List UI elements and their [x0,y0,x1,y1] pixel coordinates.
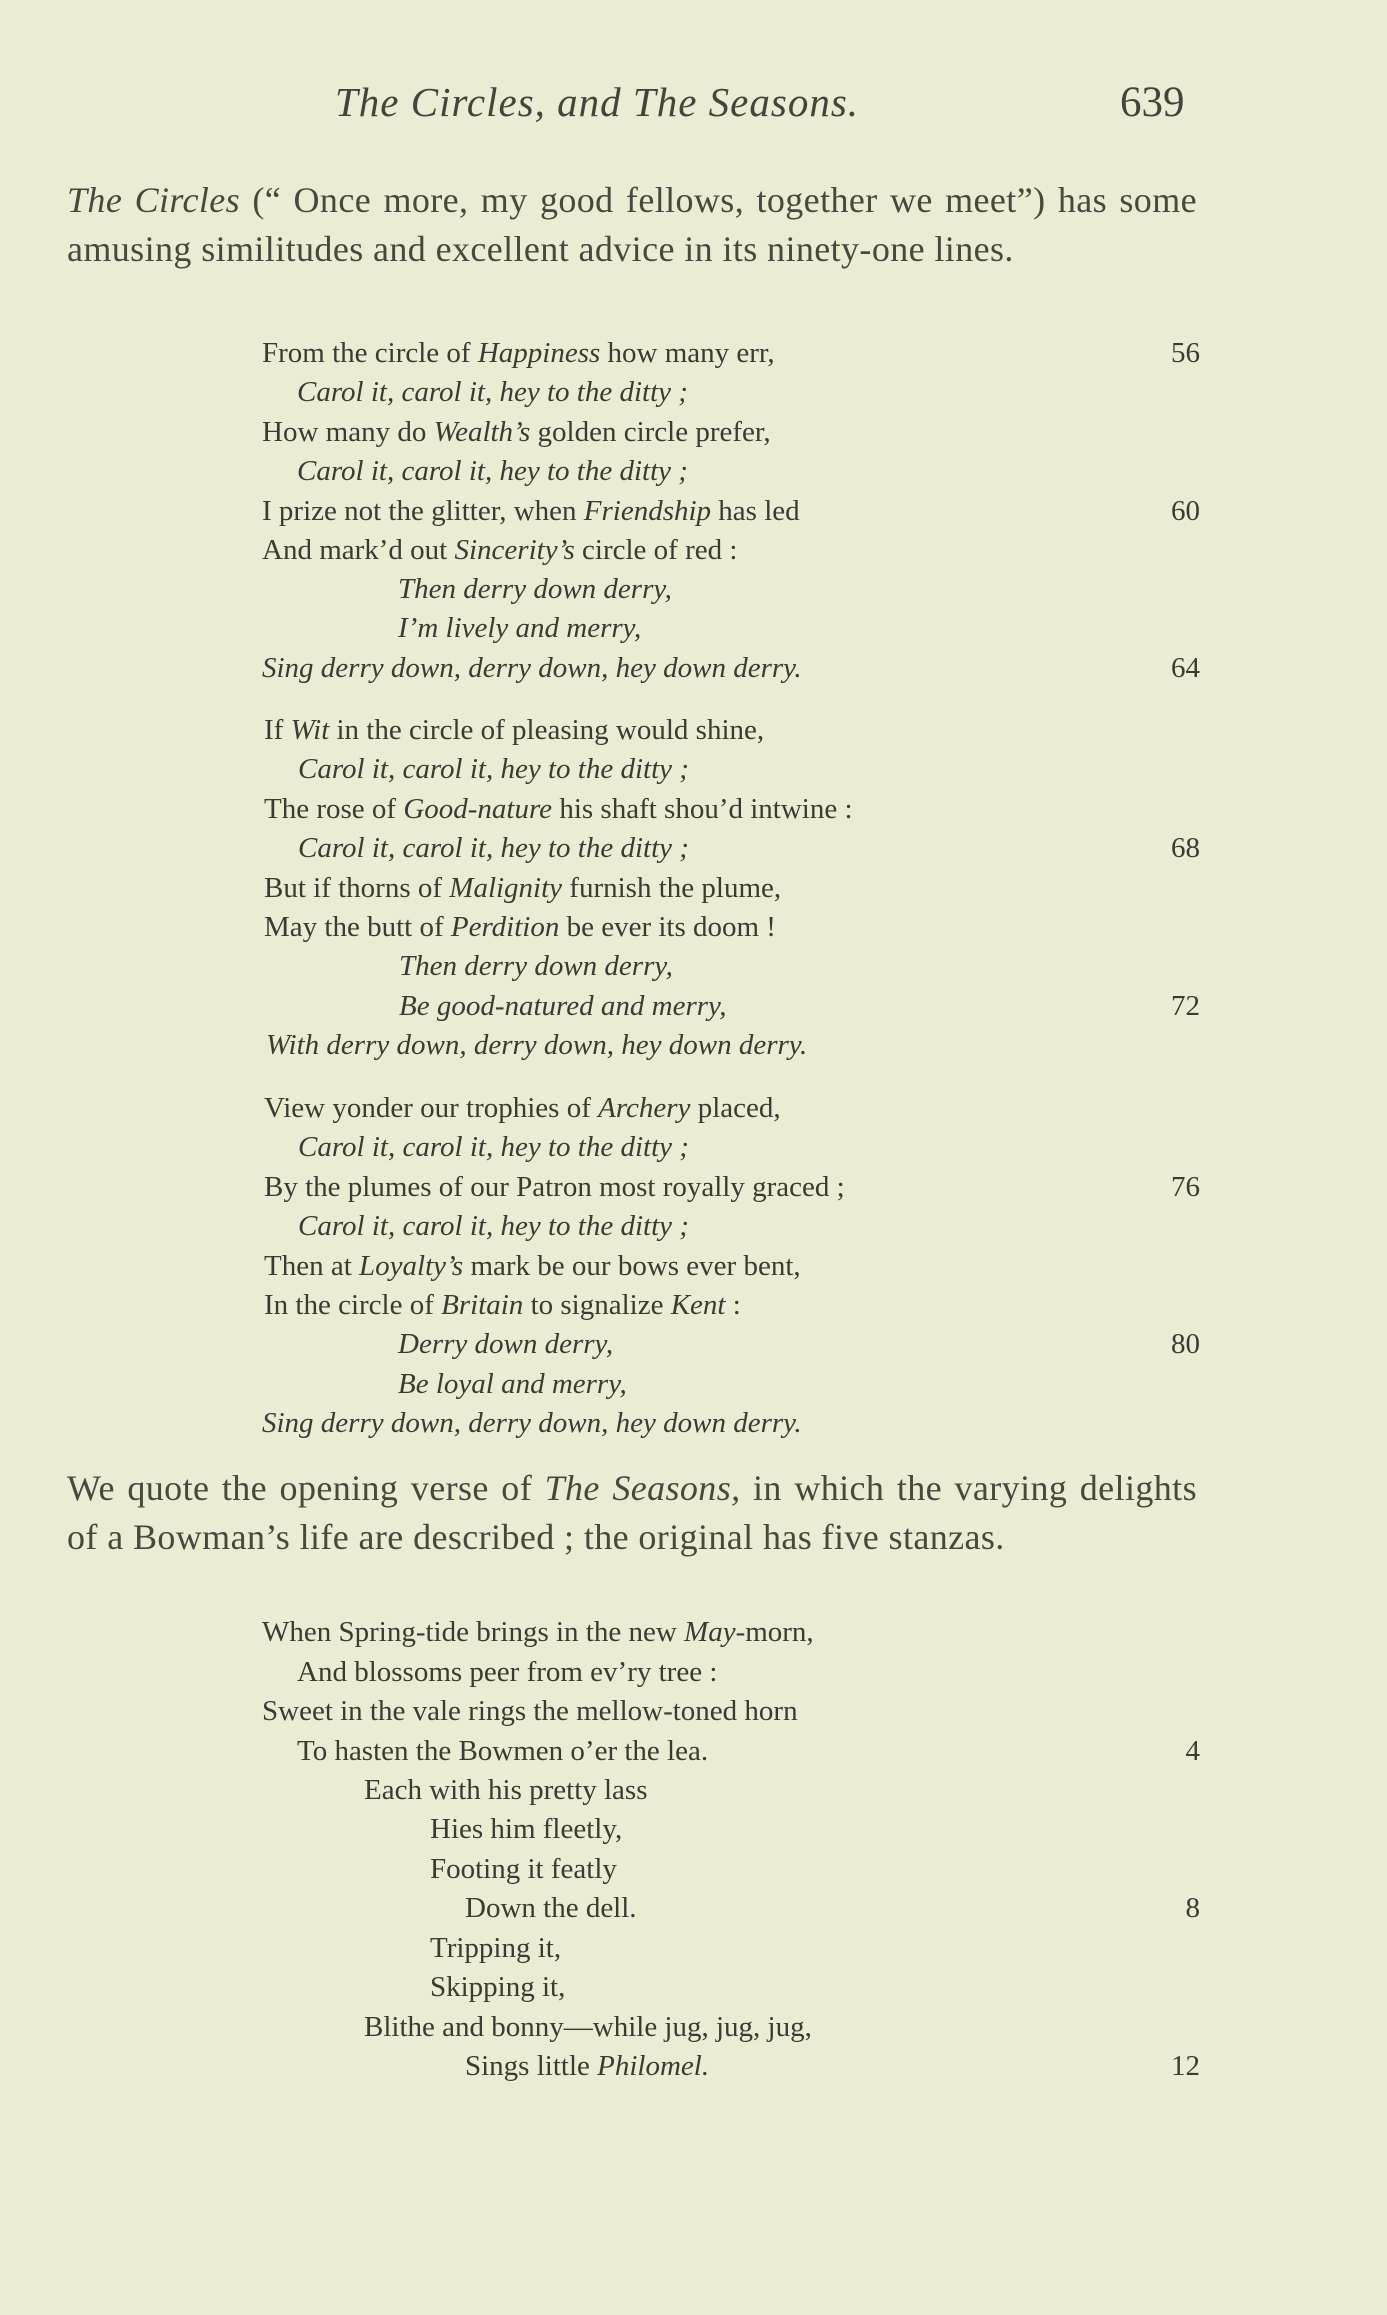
verse-text: May the butt of [264,911,451,943]
verse-italic: Carol it, carol it, hey to the ditty ; [297,376,688,408]
seasons-line [465,2050,709,2090]
line-number: 12 [1171,2050,1200,2082]
verse-text: Tripping it, [430,1932,562,1964]
line-number: 4 [1185,1735,1200,1767]
verse-text: And blossoms peer from ev’ry tree : [297,1656,718,1688]
line-number: 72 [1171,990,1200,1022]
circles-line [262,337,775,377]
intro-paragraph [67,176,1197,273]
circles-line [297,376,688,416]
circles-line [398,612,641,652]
circles-line [264,1250,801,1290]
page-number: 639 [1120,79,1185,126]
circles-line [262,416,771,456]
verse-text: be ever its doom ! [559,911,776,943]
circles-line [298,753,689,793]
seasons-line [430,1932,561,1972]
circles-line [298,1131,689,1171]
line-number: 76 [1171,1171,1200,1203]
verse-italic: Be good-natured and merry, [399,990,727,1022]
verse-text: furnish the plume, [562,872,782,904]
circles-line [264,1092,781,1132]
line-number: 80 [1171,1328,1200,1360]
verse-text: to signalize [523,1289,671,1321]
seasons-line [430,1813,622,1853]
verse-text: Down the dell. [465,1892,637,1924]
verse-italic: Friendship [583,495,712,527]
circles-line [264,793,853,833]
circles-line [398,1368,627,1408]
seasons-line [297,1656,717,1696]
verse-text: Footing it featly [430,1853,617,1885]
circles-line [264,1171,845,1211]
verse-text: : [725,1289,741,1321]
verse-italic: I’m lively and merry, [398,612,642,644]
verse-text: By the plumes of our Patron most royally graced ; [264,1171,845,1203]
verse-italic: Wit [290,714,330,746]
seasons-line [262,1616,814,1656]
seasons-line [297,1735,708,1775]
verse-text: how many err, [600,337,775,369]
line-number: 8 [1185,1892,1200,1924]
verse-text: in the circle of pleasing would shine, [329,714,765,746]
verse-italic: Kent [670,1289,726,1321]
verse-italic: Sing derry down, derry down, hey down derry. [262,1407,802,1439]
verse-text: When Spring-tide brings in the new [262,1616,685,1648]
verse-italic: Carol it, carol it, hey to the ditty ; [298,1131,689,1163]
circles-line [398,573,672,613]
verse-text: From the circle of [262,337,478,369]
circles-line [262,1407,802,1447]
circles-line [262,495,800,535]
verse-text: How many do [262,416,434,448]
seasons-paragraph [67,1464,1197,1561]
verse-italic: Sincerity’s [454,534,575,566]
verse-italic: Carol it, carol it, hey to the ditty ; [297,455,688,487]
verse-text: mark be our bows ever bent, [463,1250,801,1282]
circles-line [264,872,781,912]
verse-italic: Wealth’s [433,416,531,448]
verse-italic: Loyalty’s [359,1250,464,1282]
circles-line [399,950,673,990]
verse-text: And mark’d out [262,534,455,566]
circles-line [262,652,802,692]
circles-line [264,1289,741,1329]
verse-text: Each with his pretty lass [364,1774,648,1806]
seasons-line [364,1774,648,1814]
seasons-line [465,1892,637,1932]
verse-italic: Carol it, carol it, hey to the ditty ; [298,1210,689,1242]
verse-italic: Derry down derry, [398,1328,614,1360]
verse-italic: Be loyal and merry, [398,1368,627,1400]
verse-text: placed, [690,1092,781,1124]
verse-text: Hies him fleetly, [430,1813,623,1845]
seasons-text-2: in which the varying delights of a Bowman’s life are described ; the original has five stanzas. [67,1468,1197,1557]
seasons-line [364,2011,812,2051]
intro-text: (“ Once more, my good fellows, together we meet”) has some amusing similitudes and excellent advice in its ninety-one lines. [67,180,1197,269]
verse-text: Sings little [465,2050,598,2082]
seasons-line [430,1971,565,2011]
circles-line [298,832,689,872]
circles-title: The Circles [67,180,241,220]
circles-line [398,1328,613,1368]
verse-text: The rose of [264,793,404,825]
circles-line [297,455,688,495]
verse-text: Sweet in the vale rings the mellow-toned horn [262,1695,798,1727]
verse-text: Skipping it, [430,1971,566,2003]
verse-italic: Britain [441,1289,524,1321]
verse-italic: Philomel. [597,2050,710,2082]
line-number: 64 [1171,652,1200,684]
verse-italic: Carol it, carol it, hey to the ditty ; [298,832,689,864]
verse-italic: Happiness [477,337,601,369]
verse-text: golden circle prefer, [530,416,771,448]
running-head [0,78,1387,138]
circles-line [266,1029,807,1069]
verse-italic: Malignity [449,872,563,904]
circles-line [264,911,776,951]
line-number: 68 [1171,832,1200,864]
verse-text: I prize not the glitter, when [262,495,584,527]
verse-italic: Archery [598,1092,691,1124]
verse-italic: Then derry down derry, [399,950,673,982]
seasons-title: The Seasons, [544,1468,741,1508]
verse-text: Blithe and bonny—while jug, jug, jug, [364,2011,812,2043]
verse-text: his shaft shou’d intwine : [552,793,853,825]
verse-italic: Good-nature [403,793,553,825]
verse-text: has led [711,495,800,527]
verse-text: But if thorns of [264,872,450,904]
verse-italic: Sing derry down, derry down, hey down derry. [262,652,802,684]
verse-italic: With derry down, derry down, hey down derry. [266,1029,808,1061]
circles-line [399,990,727,1030]
running-title: The Circles, and The Seasons. [335,79,860,125]
circles-line [298,1210,689,1250]
verse-italic: Perdition [450,911,560,943]
seasons-text-1: We quote the opening verse of [67,1468,545,1508]
verse-italic: May [684,1616,736,1648]
verse-text: If [264,714,291,746]
verse-text: In the circle of [264,1289,442,1321]
circles-line [262,534,737,574]
verse-text: View yonder our trophies of [264,1092,599,1124]
seasons-line [430,1853,617,1893]
verse-italic: Then derry down derry, [398,573,672,605]
verse-text: -morn, [735,1616,814,1648]
line-number: 60 [1171,495,1200,527]
verse-text: To hasten the Bowmen o’er the lea. [297,1735,709,1767]
verse-italic: Carol it, carol it, hey to the ditty ; [298,753,689,785]
verse-text: Then at [264,1250,360,1282]
line-number: 56 [1171,337,1200,369]
seasons-line [262,1695,798,1735]
circles-line [264,714,764,754]
verse-text: circle of red : [574,534,738,566]
